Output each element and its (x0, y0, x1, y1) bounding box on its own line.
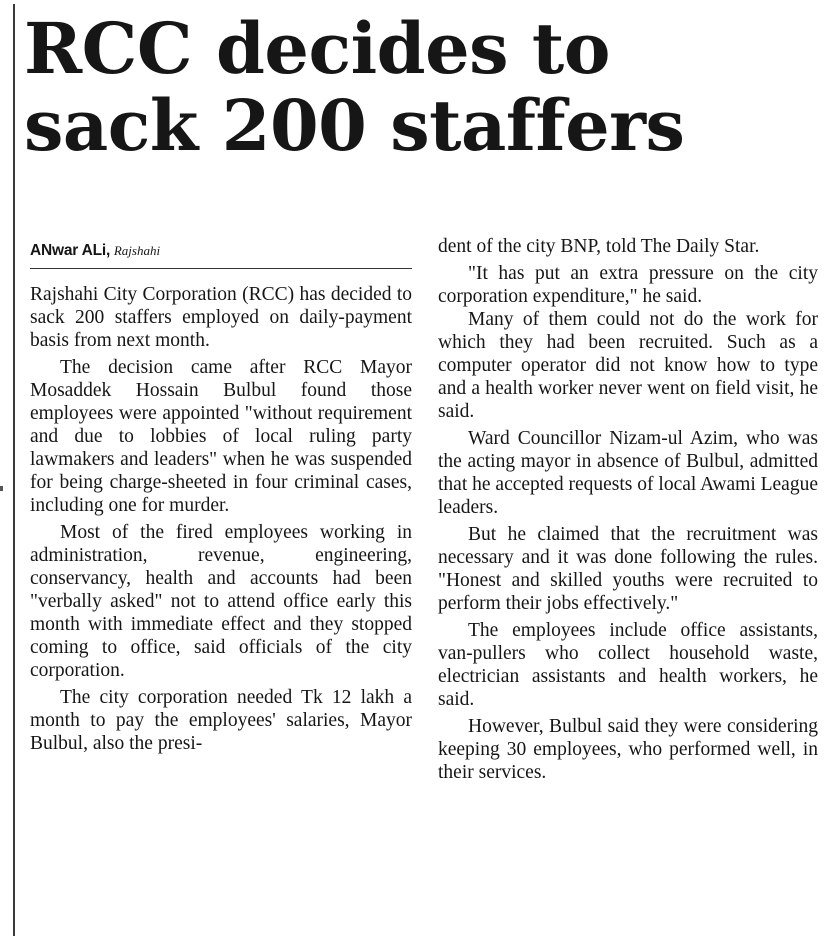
article-column-2 (438, 235, 818, 784)
edge-mark (0, 486, 3, 491)
paragraph-4-part-1: The city corporation needed Tk 12 lakh a month to pay the employees' salaries, Mayor Bulbul, also the presi- (30, 687, 412, 754)
paragraph-7: Ward Councillor Nizam-ul Azim, who was the acting mayor in absence of Bulbul, admitted that he accepted requests of local Awami League leaders. (438, 428, 818, 518)
headline-line-2: sack 200 staffers (24, 84, 685, 167)
paragraph-10: However, Bulbul said they were considering keeping 30 employees, who performed well, in their services. (438, 716, 818, 783)
paragraph-9: The employees include office assistants, van-pullers who collect household waste, electrician assistants and health workers, he said. (438, 620, 818, 710)
paragraph-5: "It has put an extra pressure on the city corporation expenditure," he said. (438, 263, 818, 307)
headline (24, 7, 814, 167)
headline-line-1: RCC decides to (24, 7, 610, 90)
paragraph-3: Most of the fired employees working in administration, revenue, engineering, conservancy, health and accounts had been "verbally asked" not to attend office early this month with immediate effect and they stopped coming to office, said officials of the city corporation. (30, 522, 412, 681)
byline-rule (30, 268, 412, 269)
byline (30, 240, 410, 262)
column-rule (13, 4, 15, 936)
paragraph-4-part-2: dent of the city BNP, told The Daily Star. (438, 236, 760, 257)
paragraph-2: The decision came after RCC Mayor Mosaddek Hossain Bulbul found those employees were appointed "without requirement and due to lobbies of local ruling party lawmakers and leaders" when he was suspended for being charge-sheeted in four criminal cases, including one for murder. (30, 357, 412, 516)
paragraph-6: Many of them could not do the work for which they had been recruited. Such as a computer operator did not know how to type and a health worker never went on field visit, he said. (438, 309, 818, 422)
byline-author: ANwar ALi, (30, 242, 111, 259)
paragraph-8: But he claimed that the recruitment was necessary and it was done following the rules. "Honest and skilled youths were recruited to perform their jobs effectively." (438, 524, 818, 614)
article-column-1 (30, 283, 412, 755)
byline-location: Rajshahi (113, 243, 161, 258)
paragraph-1: Rajshahi City Corporation (RCC) has decided to sack 200 staffers employed on daily-payment basis from next month. (30, 284, 412, 351)
